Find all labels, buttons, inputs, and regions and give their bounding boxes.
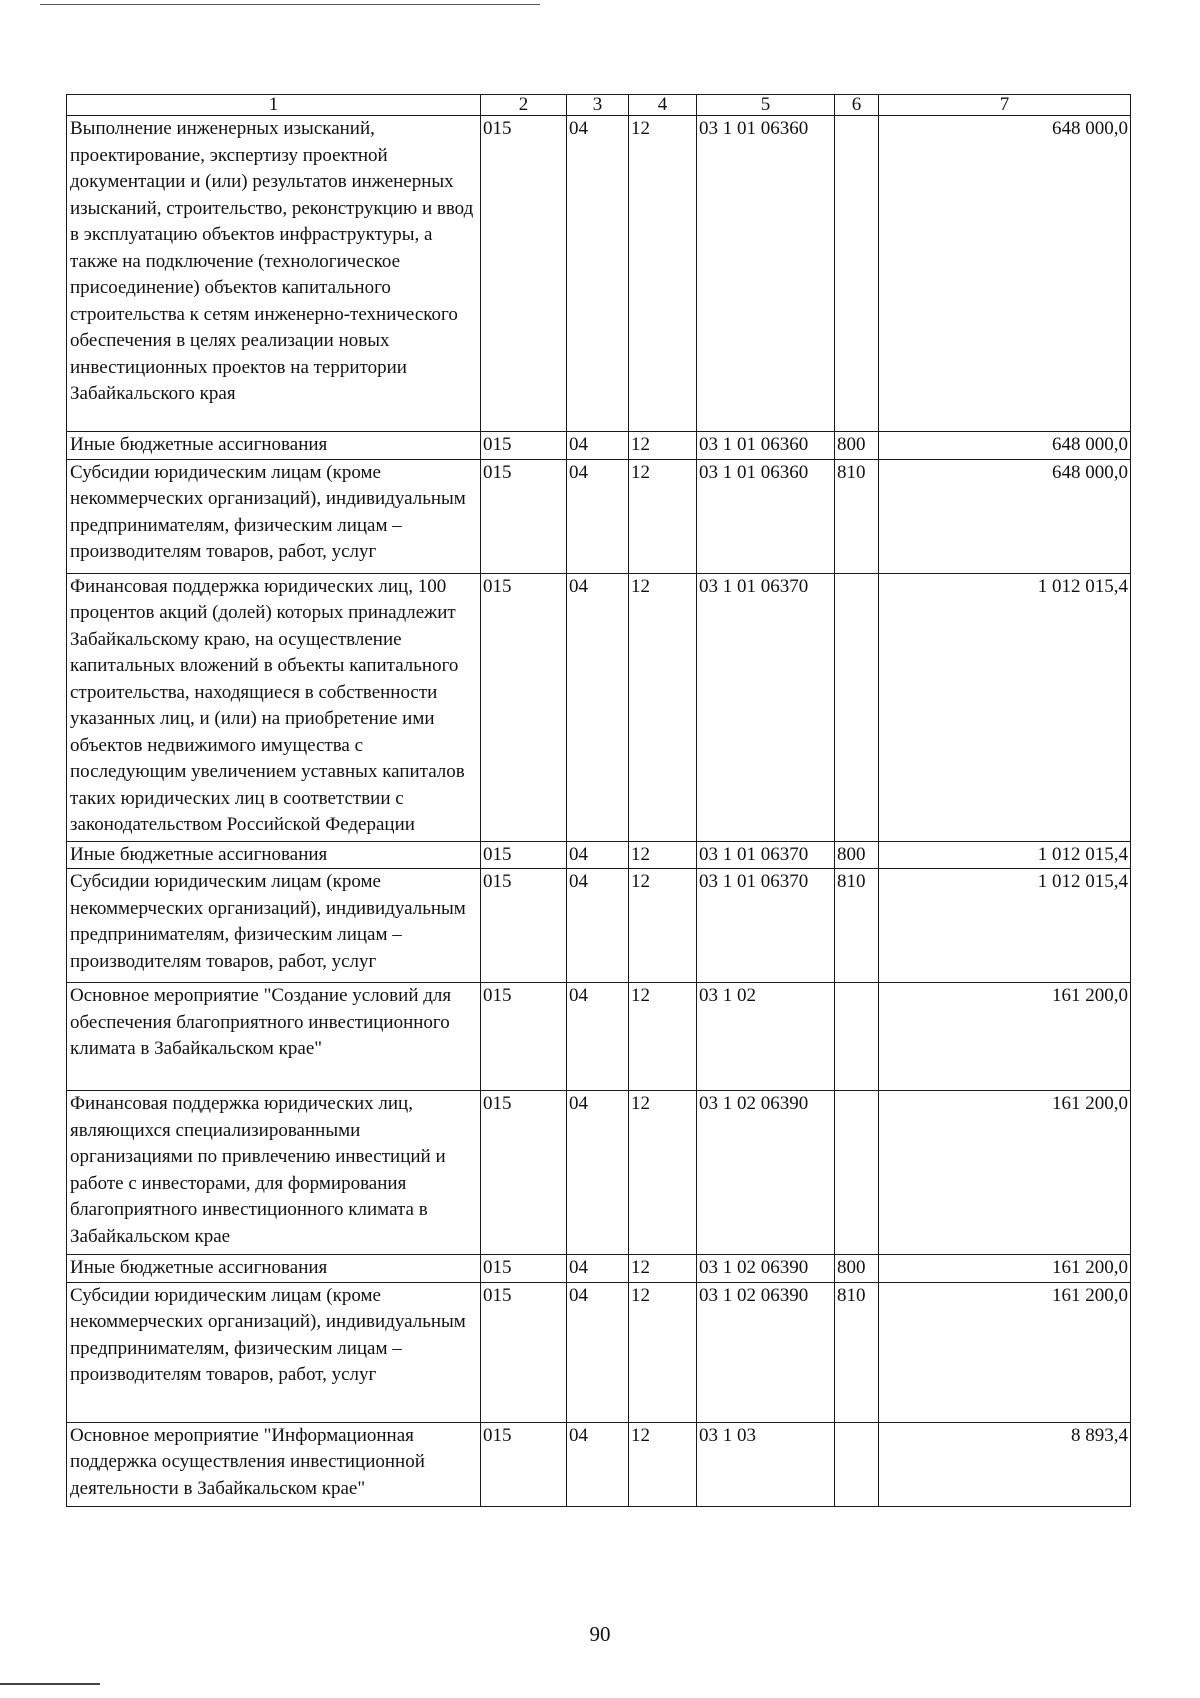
cell-subsection: 12 (629, 1422, 697, 1506)
cell-ministry: 015 (481, 116, 567, 432)
cell-amount: 648 000,0 (879, 432, 1131, 460)
col-header: 5 (697, 95, 835, 116)
header-row (67, 95, 1131, 116)
cell-expense-type: 800 (835, 432, 879, 460)
cell-subsection: 12 (629, 1255, 697, 1283)
cell-target: 03 1 01 06370 (697, 573, 835, 841)
cell-expense-type: 800 (835, 841, 879, 869)
cell-ministry: 015 (481, 869, 567, 983)
cell-expense-type (835, 1422, 879, 1506)
col-header: 7 (879, 95, 1131, 116)
row-name: Основное мероприятие "Информационная поддержка осуществления инвестиционной деятельности в Забайкальском крае" (67, 1422, 481, 1506)
cell-subsection: 12 (629, 1091, 697, 1255)
cell-amount: 1 012 015,4 (879, 841, 1131, 869)
cell-section: 04 (567, 459, 629, 573)
cell-ministry: 015 (481, 983, 567, 1091)
cell-subsection: 12 (629, 573, 697, 841)
cell-amount: 648 000,0 (879, 459, 1131, 573)
cell-expense-type: 810 (835, 869, 879, 983)
cell-ministry: 015 (481, 1255, 567, 1283)
row-name: Субсидии юридическим лицам (кроме некоммерческих организаций), индивидуальным предпринимателям, физическим лицам – производителям товаров, работ, услуг (67, 1282, 481, 1422)
cell-subsection: 12 (629, 459, 697, 573)
cell-subsection: 12 (629, 116, 697, 432)
cell-ministry: 015 (481, 459, 567, 573)
cell-target: 03 1 03 (697, 1422, 835, 1506)
cell-target: 03 1 01 06360 (697, 459, 835, 573)
col-header: 1 (67, 95, 481, 116)
table-row (67, 1091, 1131, 1255)
cell-target: 03 1 01 06360 (697, 432, 835, 460)
cell-section: 04 (567, 841, 629, 869)
cell-target: 03 1 02 06390 (697, 1282, 835, 1422)
cell-section: 04 (567, 1091, 629, 1255)
cell-expense-type (835, 983, 879, 1091)
col-header: 2 (481, 95, 567, 116)
table-row (67, 869, 1131, 983)
cell-expense-type (835, 116, 879, 432)
cell-section: 04 (567, 573, 629, 841)
cell-target: 03 1 01 06360 (697, 116, 835, 432)
row-name: Финансовая поддержка юридических лиц, являющихся специализированными организациями по привлечению инвестиций и работе с инвесторами, для формирования благоприятного инвестиционного климата в Забайкальском крае (67, 1091, 481, 1255)
cell-amount: 161 200,0 (879, 1282, 1131, 1422)
cell-ministry: 015 (481, 1091, 567, 1255)
cell-subsection: 12 (629, 983, 697, 1091)
cell-subsection: 12 (629, 841, 697, 869)
cell-section: 04 (567, 983, 629, 1091)
cell-ministry: 015 (481, 432, 567, 460)
table-row (67, 432, 1131, 460)
cell-amount: 161 200,0 (879, 1091, 1131, 1255)
cell-section: 04 (567, 116, 629, 432)
table-row (67, 983, 1131, 1091)
cell-target: 03 1 01 06370 (697, 841, 835, 869)
cell-expense-type: 800 (835, 1255, 879, 1283)
col-header: 6 (835, 95, 879, 116)
cell-subsection: 12 (629, 869, 697, 983)
row-name: Иные бюджетные ассигнования (67, 432, 481, 460)
cell-amount: 8 893,4 (879, 1422, 1131, 1506)
table-row (67, 116, 1131, 432)
cell-expense-type (835, 1091, 879, 1255)
cell-section: 04 (567, 1282, 629, 1422)
scan-edge-line (40, 4, 540, 5)
cell-amount: 161 200,0 (879, 1255, 1131, 1283)
cell-amount: 1 012 015,4 (879, 869, 1131, 983)
row-name: Основное мероприятие "Создание условий для обеспечения благоприятного инвестиционного климата в Забайкальском крае" (67, 983, 481, 1091)
cell-amount: 161 200,0 (879, 983, 1131, 1091)
cell-section: 04 (567, 432, 629, 460)
cell-expense-type: 810 (835, 1282, 879, 1422)
cell-expense-type: 810 (835, 459, 879, 573)
cell-expense-type (835, 573, 879, 841)
cell-target: 03 1 01 06370 (697, 869, 835, 983)
cell-section: 04 (567, 1255, 629, 1283)
page-number: 90 (589, 1622, 611, 1646)
table-row (67, 573, 1131, 841)
cell-subsection: 12 (629, 1282, 697, 1422)
cell-subsection: 12 (629, 432, 697, 460)
cell-ministry: 015 (481, 1422, 567, 1506)
cell-amount: 648 000,0 (879, 116, 1131, 432)
cell-ministry: 015 (481, 841, 567, 869)
row-name: Финансовая поддержка юридических лиц, 100 процентов акций (долей) которых принадлежит Забайкальскому краю, на осуществление капитальных вложений в объекты капитального строительства, находящиеся в собственности указанных лиц, и (или) на приобретение ими объектов недвижимого имущества с последующим увеличением уставных капиталов таких юридических лиц в соответствии с законодательством Российской Федерации (67, 573, 481, 841)
cell-target: 03 1 02 (697, 983, 835, 1091)
row-name: Иные бюджетные ассигнования (67, 841, 481, 869)
cell-ministry: 015 (481, 1282, 567, 1422)
budget-table (66, 94, 1131, 1507)
col-header: 3 (567, 95, 629, 116)
cell-section: 04 (567, 869, 629, 983)
cell-amount: 1 012 015,4 (879, 573, 1131, 841)
cell-target: 03 1 02 06390 (697, 1255, 835, 1283)
cell-target: 03 1 02 06390 (697, 1091, 835, 1255)
row-name: Выполнение инженерных изысканий, проектирование, экспертизу проектной документации и (или) результатов инженерных изысканий, строительство, реконструкцию и ввод в эксплуатацию объектов инфраструктуры, а также на подключение (технологическое присоединение) объектов капитального строительства к сетям инженерно-технического обеспечения в целях реализации новых инвестиционных проектов на территории Забайкальского края (67, 116, 481, 432)
cell-ministry: 015 (481, 573, 567, 841)
table-row (67, 459, 1131, 573)
row-name: Иные бюджетные ассигнования (67, 1255, 481, 1283)
scan-edge-line (0, 1683, 100, 1685)
table-row (67, 1255, 1131, 1283)
row-name: Субсидии юридическим лицам (кроме некоммерческих организаций), индивидуальным предпринимателям, физическим лицам – производителям товаров, работ, услуг (67, 869, 481, 983)
cell-section: 04 (567, 1422, 629, 1506)
table-row (67, 1282, 1131, 1422)
col-header: 4 (629, 95, 697, 116)
table-row (67, 841, 1131, 869)
table-row (67, 1422, 1131, 1506)
row-name: Субсидии юридическим лицам (кроме некоммерческих организаций), индивидуальным предпринимателям, физическим лицам – производителям товаров, работ, услуг (67, 459, 481, 573)
